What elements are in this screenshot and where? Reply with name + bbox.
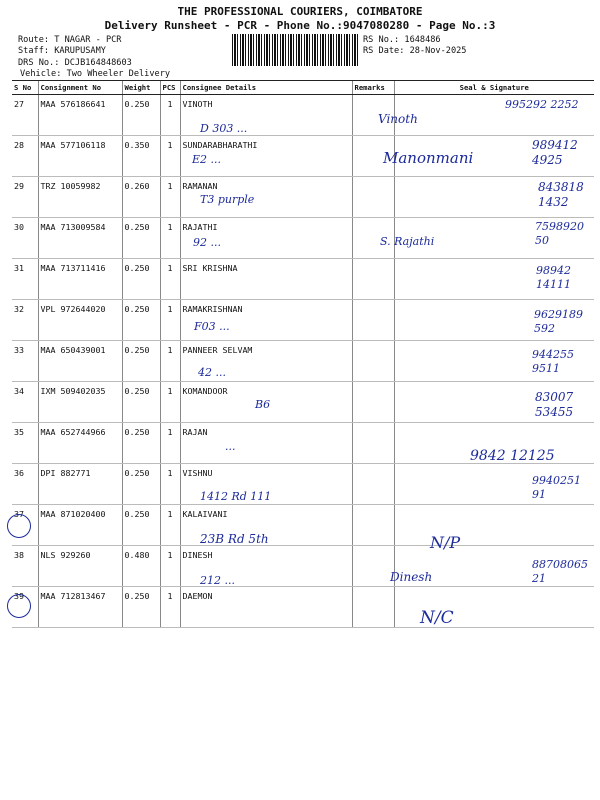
weight: 0.250 (122, 259, 160, 300)
handwritten-signature: Dinesh (390, 570, 433, 584)
handwritten-signature: Vinoth (378, 112, 418, 126)
handwritten-address: E2 ... (192, 153, 222, 166)
sno: 30 (12, 218, 38, 259)
consignee-name: DAEMON (180, 587, 352, 628)
weight: 0.250 (122, 341, 160, 382)
sno: 32 (12, 300, 38, 341)
remarks (352, 382, 394, 423)
table-row (12, 300, 594, 341)
consignee-name: RAMAKRISHNAN (180, 300, 352, 341)
handwritten-phone: 989412 4925 (532, 138, 578, 167)
consignee-name: PANNEER SELVAM (180, 341, 352, 382)
remarks (352, 546, 394, 587)
sno: 29 (12, 177, 38, 218)
remarks (352, 259, 394, 300)
remarks (352, 464, 394, 505)
handwritten-address: B6 (255, 398, 271, 411)
table-header-row (12, 81, 594, 95)
consignment-no: MAA 576186641 (38, 95, 122, 136)
weight: 0.250 (122, 218, 160, 259)
handwritten-phone: 9842 12125 (470, 448, 555, 464)
consignment-no: NLS 929260 (38, 546, 122, 587)
barcode-image (232, 34, 360, 66)
handwritten-address: F03 ... (194, 320, 230, 333)
table-row (12, 382, 594, 423)
table-row (12, 136, 594, 177)
handwritten-phone: 88708065 21 (532, 558, 588, 585)
rs-date: RS Date: 28-Nov-2025 (363, 46, 467, 56)
remarks (352, 505, 394, 546)
consignment-no: VPL 972644020 (38, 300, 122, 341)
handwritten-address: 92 ... (193, 236, 221, 249)
rs-number: RS No.: 1648486 (363, 35, 441, 45)
weight: 0.480 (122, 546, 160, 587)
consignment-no: MAA 650439001 (38, 341, 122, 382)
col-header-pcs: PCS (160, 81, 180, 95)
sno: 28 (12, 136, 38, 177)
sno: 36 (12, 464, 38, 505)
consignee-name: RAJAN (180, 423, 352, 464)
sno: 27 (12, 95, 38, 136)
remarks (352, 423, 394, 464)
pcs: 1 (160, 259, 180, 300)
handwritten-phone: 98942 14111 (536, 264, 571, 291)
pcs: 1 (160, 177, 180, 218)
weight: 0.250 (122, 382, 160, 423)
consignee-name: KOMANDOOR (180, 382, 352, 423)
pcs: 1 (160, 505, 180, 546)
consignment-no: MAA 713711416 (38, 259, 122, 300)
handwritten-address: ... (225, 440, 236, 453)
consignee-name: KALAIVANI (180, 505, 352, 546)
handwritten-phone: 995292 2252 (505, 98, 579, 111)
table-row (12, 218, 594, 259)
table-row (12, 505, 594, 546)
circle-mark-icon (7, 514, 31, 538)
consignee-name: VINOTH (180, 95, 352, 136)
handwritten-phone: 83007 53455 (535, 390, 574, 419)
table-row (12, 177, 594, 218)
handwritten-phone: 944255 9511 (532, 348, 574, 375)
col-header-consignee: Consignee Details (180, 81, 352, 95)
consignment-no: MAA 712813467 (38, 587, 122, 628)
sno: 39 (12, 587, 38, 628)
remarks (352, 587, 394, 628)
handwritten-address: 42 ... (198, 366, 226, 379)
pcs: 1 (160, 136, 180, 177)
pcs: 1 (160, 464, 180, 505)
remarks (352, 177, 394, 218)
table-row (12, 341, 594, 382)
handwritten-address: 1412 Rd 111 (200, 490, 272, 503)
sno: 31 (12, 259, 38, 300)
runsheet-subtitle: Delivery Runsheet - PCR - Phone No.:9047080280 - Page No.:3 (104, 19, 496, 32)
consignee-name: DINESH (180, 546, 352, 587)
consignment-no: MAA 577106118 (38, 136, 122, 177)
remarks (352, 341, 394, 382)
runsheet-table (12, 80, 594, 628)
consignment-no: MAA 652744966 (38, 423, 122, 464)
handwritten-phone: 9940251 91 (532, 474, 581, 501)
pcs: 1 (160, 546, 180, 587)
col-header-consignment: Consignment No (38, 81, 122, 95)
route-label: Route: T NAGAR - PCR (18, 35, 122, 45)
circle-mark-icon (7, 594, 31, 618)
table-row (12, 464, 594, 505)
consignment-no: MAA 713009584 (38, 218, 122, 259)
sno: 34 (12, 382, 38, 423)
consignment-no: DPI 882771 (38, 464, 122, 505)
col-header-sno: S No (12, 81, 38, 95)
drs-number: DRS No.: DCJB164848603 (18, 58, 132, 68)
consignee-name: VISHNU (180, 464, 352, 505)
table-row (12, 587, 594, 628)
sno: 38 (12, 546, 38, 587)
company-title: THE PROFESSIONAL COURIERS, COIMBATORE (177, 5, 423, 18)
weight: 0.250 (122, 587, 160, 628)
consignee-name: SUNDARABHARATHI (180, 136, 352, 177)
weight: 0.260 (122, 177, 160, 218)
sno: 35 (12, 423, 38, 464)
vehicle-label: Vehicle: Two Wheeler Delivery (20, 69, 171, 79)
handwritten-signature: N/C (420, 608, 454, 628)
pcs: 1 (160, 218, 180, 259)
handwritten-address: 212 ... (200, 574, 235, 587)
pcs: 1 (160, 300, 180, 341)
consignee-name: RAJATHI (180, 218, 352, 259)
handwritten-address: 23B Rd 5th (200, 532, 269, 546)
sno: 33 (12, 341, 38, 382)
weight: 0.250 (122, 464, 160, 505)
signature-cell (394, 505, 594, 546)
handwritten-phone: 843818 1432 (538, 180, 584, 209)
handwritten-signature: N/P (430, 533, 461, 552)
handwritten-phone: 9629189 592 (534, 308, 583, 335)
handwritten-phone: 7598920 50 (535, 220, 584, 247)
weight: 0.250 (122, 95, 160, 136)
col-header-remarks: Remarks (352, 81, 394, 95)
weight: 0.250 (122, 300, 160, 341)
consignee-name: SRI KRISHNA (180, 259, 352, 300)
pcs: 1 (160, 341, 180, 382)
pcs: 1 (160, 587, 180, 628)
weight: 0.350 (122, 136, 160, 177)
handwritten-address: T3 purple (200, 193, 255, 206)
remarks (352, 300, 394, 341)
table-row (12, 546, 594, 587)
consignment-no: TRZ 10059982 (38, 177, 122, 218)
weight: 0.250 (122, 423, 160, 464)
weight: 0.250 (122, 505, 160, 546)
col-header-signature: Seal & Signature (394, 81, 594, 95)
consignment-no: IXM 509402035 (38, 382, 122, 423)
handwritten-address: D 303 ... (200, 122, 248, 135)
pcs: 1 (160, 95, 180, 136)
handwritten-signature: S. Rajathi (380, 235, 435, 248)
staff-label: Staff: KARUPUSAMY (18, 46, 106, 56)
handwritten-signature: Manonmani (383, 149, 474, 167)
pcs: 1 (160, 382, 180, 423)
consignee-name: RAMANAN (180, 177, 352, 218)
pcs: 1 (160, 423, 180, 464)
consignment-no: MAA 871020400 (38, 505, 122, 546)
col-header-weight: Weight (122, 81, 160, 95)
table-row (12, 259, 594, 300)
sno: 37 (12, 505, 38, 546)
